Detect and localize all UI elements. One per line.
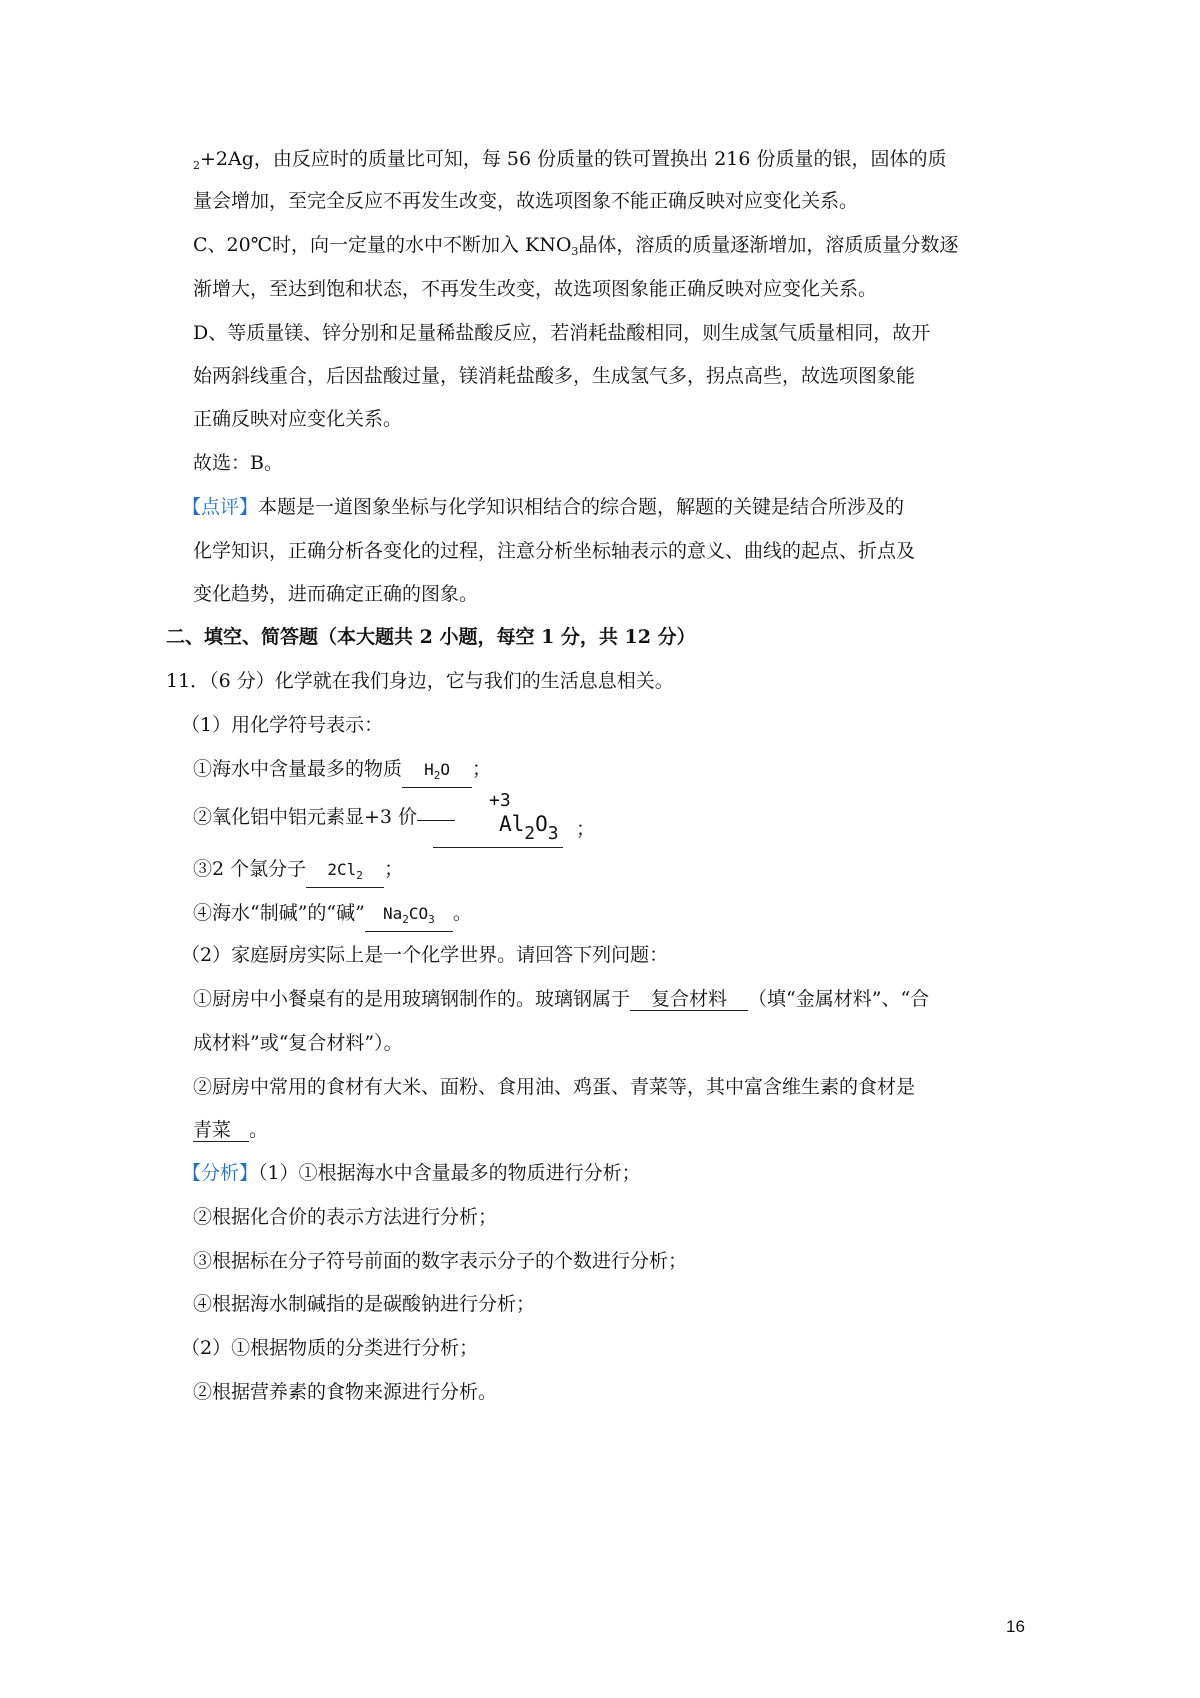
answer-text: H <box>424 760 434 779</box>
text-line: 正确反映对应变化关系。 <box>193 408 403 430</box>
text-line: （1）用化学符号表示： <box>181 714 384 736</box>
text-span: ； <box>384 858 404 880</box>
valence-charge: +3 <box>489 790 511 811</box>
text-span: （1）①根据海水中含量最多的物质进行分析； <box>258 1162 641 1184</box>
question-stem: 11．（6 分）化学就在我们身边，它与我们的生活息息相关。 <box>166 670 674 692</box>
formula <box>499 812 559 844</box>
text-span: ③2 个氯分子 <box>193 858 307 880</box>
text-span: ①海水中含量最多的物质 <box>193 758 403 780</box>
text-line: ④根据海水制碱指的是碳酸钠进行分析； <box>193 1293 536 1315</box>
question-item <box>193 856 403 888</box>
text-line: （2）家庭厨房实际上是一个化学世界。请回答下列问题： <box>181 944 669 966</box>
question-item <box>193 900 472 932</box>
subscript: 3 <box>571 245 579 258</box>
subscript: 2 <box>433 769 441 782</box>
subscript: 2 <box>356 869 363 882</box>
text-line: 量会增加，至完全反应不再发生改变，故选项图象不能正确反映对应变化关系。 <box>193 190 859 212</box>
question-item <box>193 1117 268 1143</box>
answer-text: O <box>440 760 450 779</box>
text-line <box>193 232 958 265</box>
text-span: （填“金属材料”、“合 <box>748 988 930 1010</box>
question-item <box>193 756 491 788</box>
text-span: C、20℃时，向一定量的水中不断加入 KNO <box>193 234 572 256</box>
answer-blank <box>402 759 472 788</box>
subscript: 2 <box>524 823 536 844</box>
text-line: 化学知识，正确分析各变化的过程，注意分析坐标轴表示的意义、曲线的起点、折点及 <box>193 540 916 562</box>
answer-text: CO <box>408 904 429 923</box>
subscript: 3 <box>547 823 559 844</box>
formula-part: Al <box>499 812 525 836</box>
text-line <box>193 146 947 179</box>
answer-text: Na <box>382 904 403 923</box>
answer-blank: 青菜 <box>193 1119 249 1142</box>
text-span: 本题是一道图象坐标与化学知识相结合的综合题，解题的关键是结合所涉及的 <box>258 496 905 518</box>
section-heading: 二、填空、简答题（本大题共 2 小题，每空 1 分，共 12 分） <box>166 626 696 648</box>
answer-text: 2Cl <box>327 860 357 879</box>
question-item <box>193 986 929 1012</box>
text-span: +2Ag，由反应时的质量比可知，每 56 份质量的铁可置换出 216 份质量的银，固体的质 <box>200 148 947 170</box>
text-line: 始两斜线重合，后因盐酸过量，镁消耗盐酸多，生成氢气多，拐点高些，故选项图象能 <box>193 365 916 387</box>
answer-blank: 复合材料 <box>630 988 748 1011</box>
question-item <box>193 804 455 830</box>
text-line: D、等质量镁、锌分别和足量稀盐酸反应，若消耗盐酸相同，则生成氢气质量相同，故开 <box>193 322 931 344</box>
page-number: 16 <box>1006 1617 1025 1636</box>
subscript: 2 <box>193 159 200 172</box>
review-line <box>182 494 904 520</box>
text-line: 成材料”或“复合材料”）。 <box>193 1032 403 1054</box>
subscript: 2 <box>402 913 409 926</box>
review-tag: 【点评】 <box>182 496 259 518</box>
analysis-line <box>182 1160 641 1186</box>
question-item: ②厨房中常用的食材有大米、面粉、食用油、鸡蛋、青菜等，其中富含维生素的食材是 <box>193 1076 916 1098</box>
text-span: ④海水“制碱”的“碱” <box>193 902 365 924</box>
answer-underline <box>433 847 563 848</box>
formula-part: O <box>535 812 548 836</box>
valence-answer <box>433 790 596 850</box>
text-span: ； <box>576 818 596 840</box>
subscript: 3 <box>428 913 435 926</box>
text-line: （2）①根据物质的分类进行分析； <box>181 1337 479 1359</box>
answer-blank <box>306 859 384 888</box>
answer-blank <box>365 903 453 932</box>
text-line: ②根据营养素的食物来源进行分析。 <box>193 1381 498 1403</box>
text-line: 渐增大，至达到饱和状态，不再发生改变，故选项图象能正确反映对应变化关系。 <box>193 278 878 300</box>
text-span: 晶体，溶质的质量逐渐增加，溶质质量分数逐 <box>578 234 959 256</box>
text-span: 。 <box>452 902 472 924</box>
analysis-tag: 【分析】 <box>182 1162 259 1184</box>
text-span: ①厨房中小餐桌有的是用玻璃钢制作的。玻璃钢属于 <box>193 988 631 1010</box>
text-span: ②氧化铝中铝元素显+3 价 <box>193 806 418 828</box>
text-line: 变化趋势，进而确定正确的图象。 <box>193 583 479 605</box>
text-line: ③根据标在分子符号前面的数字表示分子的个数进行分析； <box>193 1250 688 1272</box>
text-line: 故选：B。 <box>193 452 283 474</box>
text-line: ②根据化合价的表示方法进行分析； <box>193 1206 498 1228</box>
text-span: 。 <box>249 1119 269 1141</box>
text-span: ； <box>472 758 492 780</box>
